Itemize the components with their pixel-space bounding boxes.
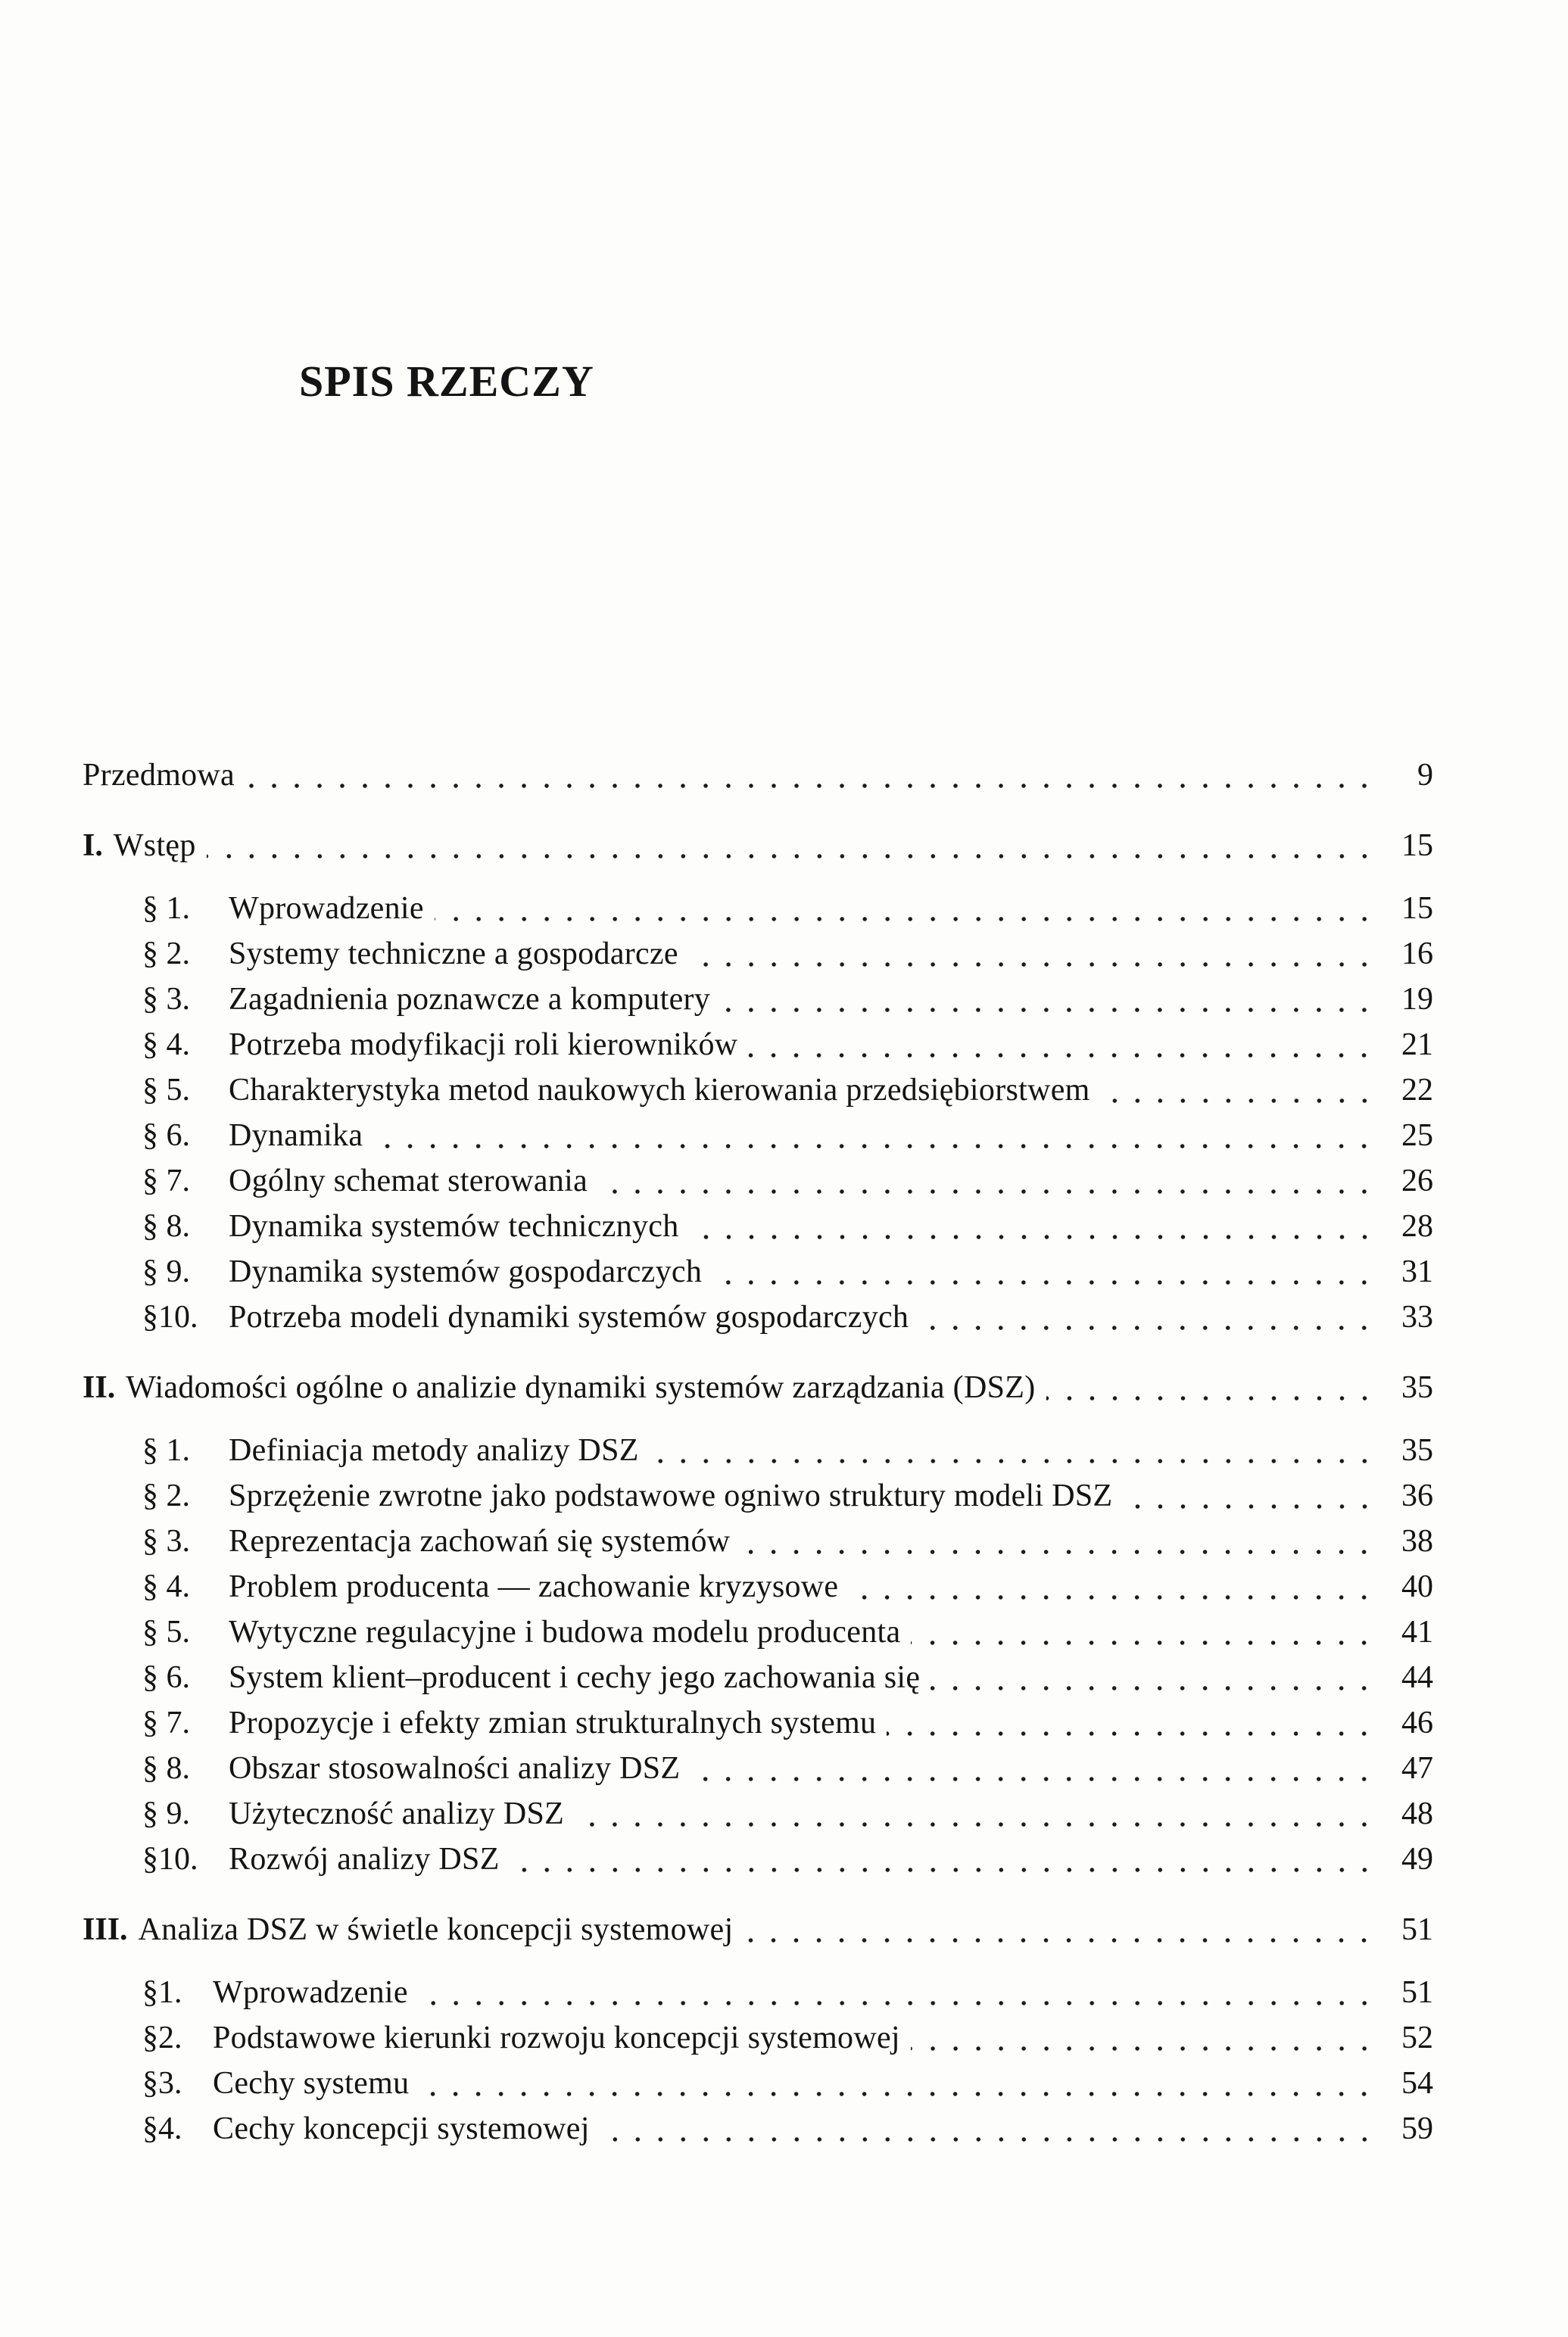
dot-leader <box>740 1519 1376 1564</box>
toc-section-entry <box>83 1249 1433 1295</box>
toc-section-entry <box>83 1022 1433 1067</box>
entry-number: § 7. <box>142 1706 190 1740</box>
entry-title: Rozwój analizy DSZ <box>229 1842 500 1877</box>
dot-leader <box>690 1746 1376 1791</box>
page-number: 33 <box>1401 1300 1433 1335</box>
page-number: 36 <box>1401 1479 1433 1513</box>
entry-title: Wytyczne regulacyjne i budowa modelu producenta <box>229 1615 901 1650</box>
dot-leader <box>598 1158 1376 1204</box>
entry-title: Propozycje i efekty zmian strukturalnych systemu <box>229 1706 877 1740</box>
dot-leader <box>600 2106 1376 2152</box>
toc-section-entry <box>83 886 1433 931</box>
dot-leader <box>510 1837 1376 1882</box>
page-number: 48 <box>1401 1796 1433 1831</box>
entry-number: § 5. <box>142 1615 190 1650</box>
page-number: 51 <box>1401 1975 1433 2010</box>
page-number: 19 <box>1401 982 1433 1017</box>
toc-section-entry <box>83 1655 1433 1700</box>
page-number: 31 <box>1401 1254 1433 1289</box>
toc-section-entry <box>83 1609 1433 1655</box>
entry-number: I. <box>83 828 103 863</box>
toc-section-entry <box>83 1700 1433 1746</box>
entry-number: § 7. <box>142 1164 190 1198</box>
entry-title: Dynamika <box>229 1118 363 1153</box>
toc-chapter-entry <box>83 753 1433 798</box>
toc-section-entry <box>83 1519 1433 1564</box>
entry-number: § 8. <box>142 1751 190 1786</box>
toc-section-entry <box>83 1473 1433 1519</box>
entry-number: § 1. <box>142 891 190 926</box>
page-number: 28 <box>1401 1209 1433 1244</box>
entry-number: §4. <box>142 2111 182 2146</box>
dot-leader <box>721 977 1376 1022</box>
entry-number: § 3. <box>142 1524 190 1559</box>
dot-leader <box>689 931 1376 977</box>
entry-number: § 4. <box>142 1027 190 1062</box>
toc-section-entry <box>83 1295 1433 1340</box>
entry-number: § 2. <box>142 936 190 971</box>
page-number: 51 <box>1401 1912 1433 1947</box>
entry-number: III. <box>83 1912 128 1947</box>
toc-section-entry <box>83 1067 1433 1113</box>
page-number: 15 <box>1401 828 1433 863</box>
entry-title: Problem producenta — zachowanie kryzysowe <box>229 1569 839 1604</box>
entry-title: Dynamika systemów technicznych <box>229 1209 679 1244</box>
entry-number: § 1. <box>142 1433 190 1468</box>
entry-title: Wprowadzenie <box>229 891 424 926</box>
entry-number: §10. <box>142 1300 198 1335</box>
entry-number: § 9. <box>142 1254 190 1289</box>
entry-number: §2. <box>142 2021 182 2055</box>
toc-section-entry <box>83 977 1433 1022</box>
dot-leader <box>207 823 1376 868</box>
page-number: 21 <box>1401 1027 1433 1062</box>
dot-leader <box>690 1204 1376 1249</box>
dot-leader <box>712 1249 1376 1295</box>
entry-number: § 5. <box>142 1073 190 1108</box>
entry-title: Wprowadzenie <box>213 1975 408 2010</box>
entry-title: Dynamika systemów gospodarczych <box>229 1254 703 1289</box>
page-number: 38 <box>1401 1524 1433 1559</box>
dot-leader <box>748 1022 1376 1067</box>
toc-chapter-entry <box>83 823 1433 868</box>
entry-title: Wiadomości ogólne o analizie dynamiki systemów zarządzania (DSZ) <box>126 1370 1036 1405</box>
entry-number: §1. <box>142 1975 182 2010</box>
entry-number: § 3. <box>142 982 190 1017</box>
entry-title: Potrzeba modyfikacji roli kierowników <box>229 1027 738 1062</box>
dot-leader <box>373 1113 1376 1158</box>
dot-leader <box>435 886 1376 931</box>
entry-title: Sprzężenie zwrotne jako podstawowe ogniwo struktury modeli DSZ <box>229 1479 1113 1513</box>
entry-title: Cechy systemu <box>213 2066 410 2101</box>
page-number: 9 <box>1417 758 1433 793</box>
dot-leader <box>931 1655 1376 1700</box>
page-title: SPIS RZECZY <box>299 357 594 406</box>
entry-number: § 4. <box>142 1569 190 1604</box>
entry-number: § 9. <box>142 1796 190 1831</box>
entry-number: § 6. <box>142 1118 190 1153</box>
page-number: 41 <box>1401 1615 1433 1650</box>
page-number: 35 <box>1401 1370 1433 1405</box>
toc-section-entry <box>83 1113 1433 1158</box>
toc-section-entry <box>83 1204 1433 1249</box>
page-number: 40 <box>1401 1569 1433 1604</box>
toc-section-entry <box>83 1158 1433 1204</box>
entry-title: Zagadnienia poznawcze a komputery <box>229 982 711 1017</box>
dot-leader <box>245 753 1376 798</box>
entry-number: II. <box>83 1370 116 1405</box>
page-number: 46 <box>1401 1706 1433 1740</box>
dot-leader <box>419 1970 1376 2015</box>
toc-section-entry <box>83 1837 1433 1882</box>
dot-leader <box>919 1295 1376 1340</box>
table-of-contents <box>83 753 1433 2152</box>
entry-title: Reprezentacja zachowań się systemów <box>229 1524 731 1559</box>
toc-chapter-entry <box>83 1365 1433 1410</box>
toc-section-entry <box>83 2106 1433 2152</box>
toc-section-entry <box>83 2015 1433 2061</box>
dot-leader <box>849 1564 1376 1609</box>
dot-leader <box>1046 1365 1376 1410</box>
entry-number: § 8. <box>142 1209 190 1244</box>
entry-title: Użyteczność analizy DSZ <box>229 1796 565 1831</box>
toc-section-entry <box>83 931 1433 977</box>
entry-title: Charakterystyka metod naukowych kierowania przedsiębiorstwem <box>229 1073 1090 1108</box>
entry-title: Cechy koncepcji systemowej <box>213 2111 590 2146</box>
page-number: 25 <box>1401 1118 1433 1153</box>
dot-leader <box>911 1609 1376 1655</box>
entry-title: Definiacja metody analizy DSZ <box>229 1433 639 1468</box>
entry-title: Wstęp <box>113 828 196 863</box>
dot-leader <box>575 1791 1376 1837</box>
entry-number: §10. <box>142 1842 198 1877</box>
dot-leader <box>1101 1067 1376 1113</box>
entry-title: System klient–producent i cechy jego zachowania się <box>229 1660 921 1695</box>
toc-chapter-entry <box>83 1907 1433 1952</box>
page-number: 54 <box>1401 2066 1433 2101</box>
entry-title: Potrzeba modeli dynamiki systemów gospodarczych <box>229 1300 909 1335</box>
toc-section-entry <box>83 1428 1433 1473</box>
page-number: 52 <box>1401 2021 1433 2055</box>
page-number: 16 <box>1401 936 1433 971</box>
page-number: 44 <box>1401 1660 1433 1695</box>
toc-section-entry <box>83 1746 1433 1791</box>
dot-leader <box>1124 1473 1376 1519</box>
dot-leader <box>650 1428 1376 1473</box>
dot-leader <box>743 1907 1376 1952</box>
toc-section-entry <box>83 2061 1433 2106</box>
entry-number: § 2. <box>142 1479 190 1513</box>
entry-number: § 6. <box>142 1660 190 1695</box>
page-number: 49 <box>1401 1842 1433 1877</box>
entry-title: Obszar stosowalności analizy DSZ <box>229 1751 681 1786</box>
toc-section-entry <box>83 1970 1433 2015</box>
page-number: 15 <box>1401 891 1433 926</box>
entry-title: Analiza DSZ w świetle koncepcji systemowej <box>138 1912 734 1947</box>
page-number: 22 <box>1401 1073 1433 1108</box>
toc-section-entry <box>83 1791 1433 1837</box>
page-number: 26 <box>1401 1164 1433 1198</box>
dot-leader <box>887 1700 1376 1746</box>
page-number: 47 <box>1401 1751 1433 1786</box>
entry-title: Przedmowa <box>83 758 235 793</box>
page-number: 35 <box>1401 1433 1433 1468</box>
dot-leader <box>911 2015 1376 2061</box>
entry-title: Ogólny schemat sterowania <box>229 1164 588 1198</box>
entry-title: Podstawowe kierunki rozwoju koncepcji systemowej <box>213 2021 900 2055</box>
entry-number: §3. <box>142 2066 182 2101</box>
dot-leader <box>419 2061 1376 2106</box>
page-number: 59 <box>1401 2111 1433 2146</box>
entry-title: Systemy techniczne a gospodarcze <box>229 936 678 971</box>
toc-section-entry <box>83 1564 1433 1609</box>
